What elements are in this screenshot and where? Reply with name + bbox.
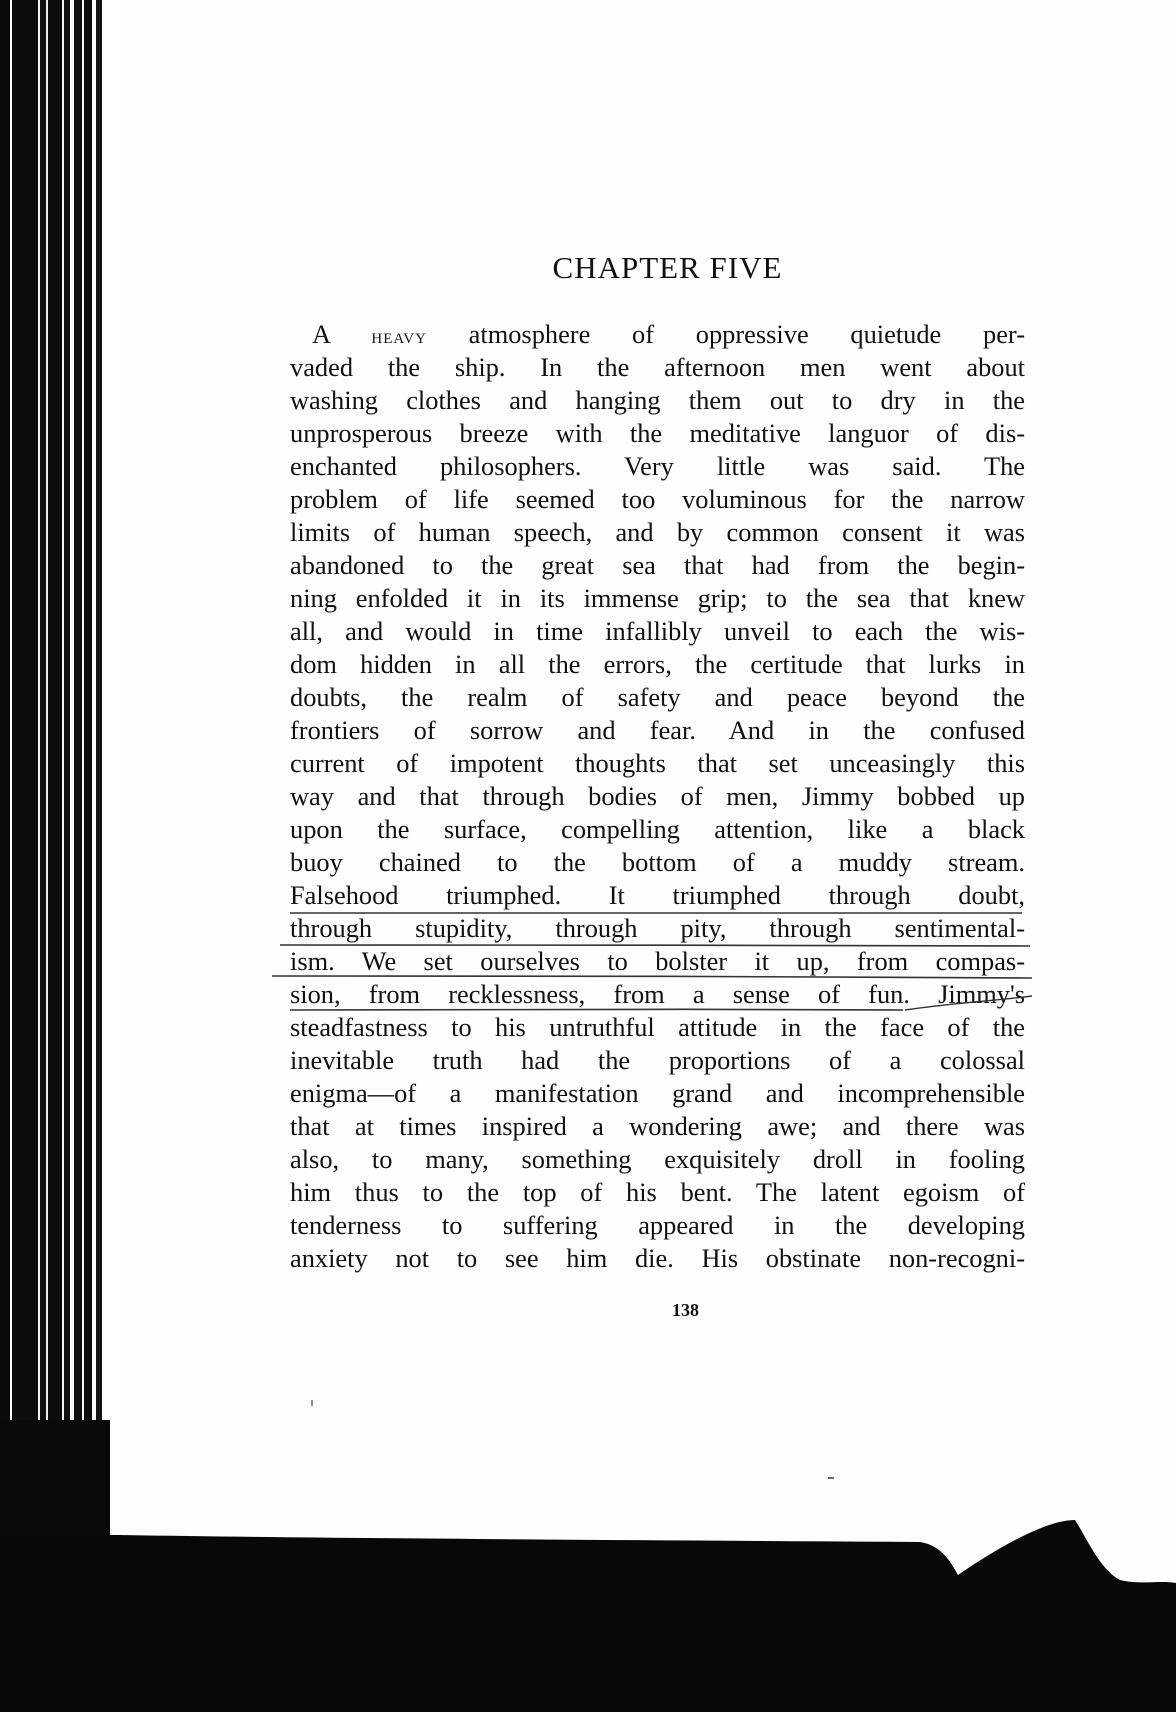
text-line-24: enigma—of a manifestation grand and incomprehensible — [290, 1078, 1025, 1108]
binding-stripes — [0, 0, 120, 1712]
text-line-25: that at times inspired a wondering awe; and there was — [290, 1111, 1025, 1141]
bottom-dark-area — [0, 1520, 1176, 1712]
text-line-7: limits of human speech, and by common consent it was — [290, 517, 1025, 547]
body-text — [290, 318, 1025, 1275]
page-number: 138 — [672, 1300, 699, 1320]
text-line-28: tenderness to suffering appeared in the developing — [290, 1210, 1025, 1240]
text-line-9: ning enfolded it in its immense grip; to the sea that knew — [290, 583, 1025, 613]
text-line-29: anxiety not to see him die. His obstinate non-recogni- — [290, 1243, 1025, 1273]
book-binding-edge — [0, 0, 120, 1712]
text-line-12: doubts, the realm of safety and peace beyond the — [290, 682, 1025, 712]
text-line-6: problem of life seemed too voluminous for the narrow — [290, 484, 1025, 514]
text-line-11: dom hidden in all the errors, the certitude that lurks in — [290, 649, 1025, 679]
text-line-5: enchanted philosophers. Very little was said. The — [290, 451, 1025, 481]
opening-smallcaps: heavy — [371, 323, 427, 348]
text-line-8: abandoned to the great sea that had from the begin- — [290, 550, 1025, 580]
text-block — [290, 250, 1025, 1320]
opening-word: A — [312, 319, 330, 349]
text-line-22: steadfastness to his untruthful attitude in the face of the — [290, 1012, 1025, 1042]
text-line-26: also, to many, something exquisitely droll in fooling — [290, 1144, 1025, 1174]
chapter-title: CHAPTER FIVE — [552, 250, 783, 285]
text-line-23: inevitable truth had the proportions of a colossal — [290, 1045, 1025, 1075]
text-line-27: him thus to the top of his bent. The latent egoism of — [290, 1177, 1025, 1207]
text-line-17: buoy chained to the bottom of a muddy stream. — [290, 847, 1025, 877]
text-line-19: through stupidity, through pity, through sentimental- — [290, 913, 1025, 943]
line-1-rest: atmosphere of oppressive quietude per- — [426, 319, 1025, 349]
text-line-2: vaded the ship. In the afternoon men went about — [290, 352, 1025, 382]
text-line-14: current of impotent thoughts that set unceasingly this — [290, 748, 1025, 778]
text-line-18: Falsehood triumphed. It triumphed through doubt, — [290, 880, 1025, 910]
text-line-21: sion, from recklessness, from a sense of fun. Jimmy's — [290, 979, 1025, 1009]
text-line-15: way and that through bodies of men, Jimmy bobbed up — [290, 781, 1025, 811]
text-line-13: frontiers of sorrow and fear. And in the confused — [290, 715, 1025, 745]
text-line-4: unprosperous breeze with the meditative languor of dis- — [290, 418, 1025, 448]
text-line-20: ism. We set ourselves to bolster it up, from compas- — [290, 946, 1025, 976]
text-line-3: washing clothes and hanging them out to dry in the — [290, 385, 1025, 415]
text-line-1 — [290, 318, 1025, 351]
text-line-16: upon the surface, compelling attention, like a black — [290, 814, 1025, 844]
text-line-10: all, and would in time infallibly unveil to each the wis- — [290, 616, 1025, 646]
